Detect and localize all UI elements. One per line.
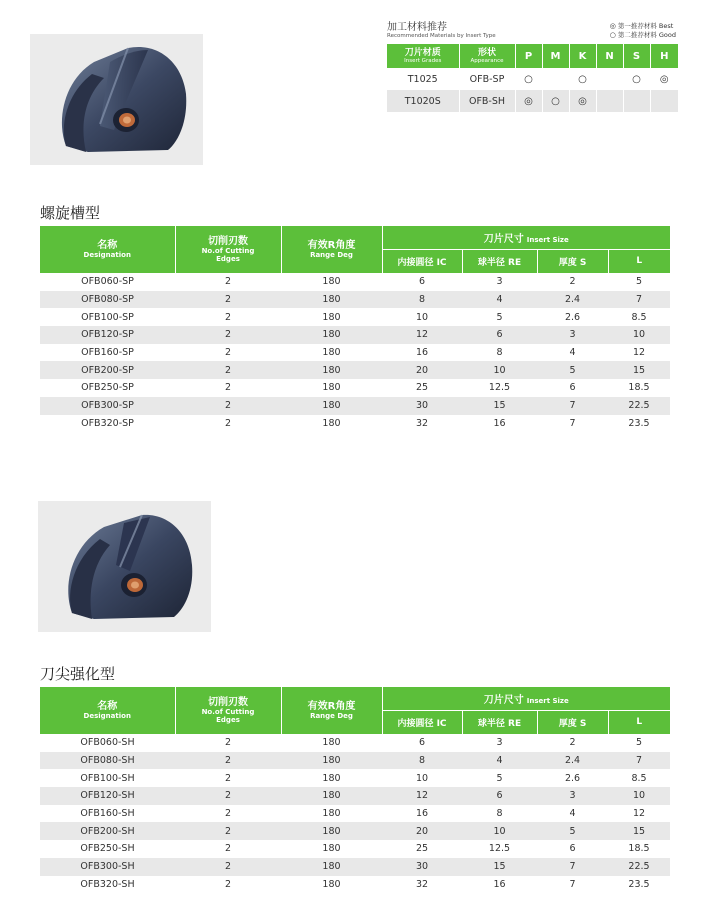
table-row — [40, 858, 670, 876]
table-cell: OFB200-SH — [40, 822, 175, 840]
table-cell: 22.5 — [608, 397, 670, 415]
table-row — [40, 361, 670, 379]
table-cell: 10 — [462, 361, 537, 379]
table-cell: 2 — [224, 878, 232, 890]
table-cell: 180 — [322, 417, 341, 429]
table-cell: 2 — [175, 858, 281, 876]
table-cell: 16 — [415, 347, 429, 359]
table-cell: OFB250-SP — [81, 382, 134, 394]
table-cell: OFB100-SH — [80, 772, 135, 784]
rec-title: 加工材料推荐 — [387, 22, 447, 33]
table-row — [40, 734, 670, 752]
table-cell: 20 — [382, 361, 462, 379]
table-cell: 15 — [462, 397, 537, 415]
table-cell: 12 — [382, 787, 462, 805]
table-cell: 4 — [569, 347, 576, 359]
table-cell: 8 — [496, 347, 503, 359]
table-cell: 2 — [569, 276, 576, 288]
table-cell: 4 — [462, 291, 537, 309]
table-cell: 6 — [462, 326, 537, 344]
table-row — [40, 308, 670, 326]
table-row — [40, 326, 670, 344]
header-l: L — [608, 710, 670, 734]
table-row — [40, 379, 670, 397]
table-cell: 180 — [322, 382, 341, 394]
table-cell: 6 — [569, 382, 576, 394]
table-cell: 2 — [224, 843, 232, 855]
header-s: 厚度 S — [537, 249, 608, 273]
table-cell: 7 — [569, 417, 576, 429]
table-cell: 180 — [322, 276, 341, 288]
rec-header-h: H — [650, 44, 678, 68]
table-cell: 2 — [224, 737, 232, 749]
table-cell: 7 — [537, 397, 608, 415]
rec-header-p: P — [515, 44, 542, 68]
table-cell: 15 — [462, 858, 537, 876]
table-cell: 8.5 — [631, 772, 647, 784]
rec-table — [387, 44, 678, 112]
header-range: 有效R角度 Range Deg — [281, 687, 382, 734]
table-cell: 3 — [496, 276, 503, 288]
table-cell: 10 — [608, 326, 670, 344]
header-ic: 内接圆径 IC — [382, 249, 462, 273]
header-row — [40, 687, 670, 710]
table-cell: 12 — [382, 326, 462, 344]
table-cell: 5 — [537, 822, 608, 840]
table-cell: 15 — [608, 361, 670, 379]
table-row — [40, 752, 670, 770]
rec-row: T1025 OFB-SP ○ ○ ○ ◎ — [387, 68, 678, 90]
table-cell: 2 — [175, 787, 281, 805]
rec-header-grade: 刀片材质 Insert Grades — [387, 44, 459, 68]
header-edges: 切削刃数 No.of Cutting Edges — [175, 687, 281, 734]
table-cell: 32 — [415, 417, 429, 429]
header-ic: 内接圆径 IC — [382, 710, 462, 734]
table-cell: OFB250-SH — [80, 843, 135, 855]
table-cell: 16 — [493, 878, 506, 890]
table-cell: 180 — [322, 772, 341, 784]
section-title-reinforced: 刀尖强化型 — [40, 665, 116, 683]
table-cell: 5 — [635, 276, 643, 288]
table-cell: 180 — [281, 326, 382, 344]
table-cell: 2.4 — [537, 752, 608, 770]
legend-best: ◎ 第一推荐材料 Best — [609, 22, 674, 30]
table-row — [40, 273, 670, 291]
table-cell: 8 — [382, 291, 462, 309]
table-cell: 6 — [418, 737, 426, 749]
table-cell: 5 — [537, 361, 608, 379]
table-cell: 25 — [415, 382, 429, 394]
table-cell: 180 — [281, 291, 382, 309]
insert-photo-sh — [38, 501, 211, 632]
table-cell: 2 — [224, 417, 232, 429]
table-cell: 32 — [415, 878, 429, 890]
table-cell: 2 — [175, 397, 281, 415]
table-cell: 22.5 — [608, 858, 670, 876]
table-row — [40, 876, 670, 894]
table-cell: OFB120-SH — [40, 787, 175, 805]
table-cell: 8.5 — [631, 311, 647, 323]
table-cell: 3 — [537, 787, 608, 805]
table-cell: 18.5 — [628, 843, 650, 855]
header-l: L — [608, 249, 670, 273]
table-cell: OFB060-SH — [80, 737, 135, 749]
header-designation: 名称 Designation — [40, 226, 175, 273]
table-cell: 2 — [175, 361, 281, 379]
table-cell: 2.4 — [537, 291, 608, 309]
table-cell: OFB100-SP — [81, 311, 134, 323]
section-title-spiral: 螺旋槽型 — [40, 204, 101, 222]
table-cell: 2 — [224, 347, 232, 359]
material-recommendation — [387, 22, 678, 112]
table-cell: 180 — [322, 843, 341, 855]
table-cell: 23.5 — [628, 417, 650, 429]
table-cell: OFB160-SP — [81, 347, 134, 359]
table-cell: OFB080-SH — [40, 752, 175, 770]
table-cell: 2.6 — [564, 311, 581, 323]
table-cell: 180 — [281, 752, 382, 770]
table-cell: 2 — [175, 291, 281, 309]
table-cell: 180 — [281, 822, 382, 840]
table-cell: 30 — [382, 858, 462, 876]
table-cell: 7 — [537, 858, 608, 876]
table-cell: 6 — [569, 843, 576, 855]
rec-legend — [610, 22, 676, 39]
table-cell: 2 — [224, 808, 232, 820]
table-cell: 4 — [569, 808, 576, 820]
table-cell: 2 — [569, 737, 576, 749]
table-cell: 2 — [175, 822, 281, 840]
table-cell: OFB300-SP — [40, 397, 175, 415]
table-cell: 12.5 — [488, 382, 511, 394]
insert-sp-image — [30, 34, 203, 165]
table-cell: 7 — [608, 291, 670, 309]
table-cell: 4 — [462, 752, 537, 770]
table-cell: 12.5 — [488, 843, 511, 855]
table-cell: 180 — [281, 787, 382, 805]
table-cell: OFB120-SP — [40, 326, 175, 344]
table-cell: 180 — [322, 737, 341, 749]
header-insert-size: 刀片尺寸 Insert Size — [382, 226, 670, 249]
table-row — [40, 415, 670, 433]
table-cell: 10 — [462, 822, 537, 840]
table-cell: 2.6 — [564, 772, 581, 784]
size-table-sh — [40, 687, 670, 893]
header-insert-size: 刀片尺寸 Insert Size — [382, 687, 670, 710]
header-s: 厚度 S — [537, 710, 608, 734]
best-symbol-icon: ◎ — [609, 22, 616, 30]
table-cell: 180 — [281, 361, 382, 379]
table-cell: OFB060-SP — [81, 276, 134, 288]
header-range: 有效R角度 Range Deg — [281, 226, 382, 273]
table-cell: 7 — [608, 752, 670, 770]
table-cell: 12 — [632, 808, 646, 820]
header-re: 球半径 RE — [462, 710, 537, 734]
table-cell: 3 — [537, 326, 608, 344]
header-row — [40, 226, 670, 249]
table-cell: OFB320-SP — [81, 417, 134, 429]
table-cell: 180 — [281, 858, 382, 876]
rec-row: T1020S OFB-SH ◎ ○ ◎ — [387, 90, 678, 112]
table-cell: 180 — [322, 878, 341, 890]
table-cell: 180 — [322, 808, 341, 820]
table-cell: 2 — [175, 326, 281, 344]
insert-sh-image — [38, 501, 211, 632]
header-designation: 名称 Designation — [40, 687, 175, 734]
table-cell: 23.5 — [628, 878, 650, 890]
table-row — [40, 840, 670, 858]
table-cell: 8 — [496, 808, 503, 820]
rec-header-appearance: 形状 Appearance — [459, 44, 515, 68]
rec-header-row — [387, 44, 678, 68]
table-cell: 180 — [322, 347, 341, 359]
rec-header-s: S — [623, 44, 650, 68]
table-cell: 8 — [382, 752, 462, 770]
table-cell: 2 — [224, 772, 232, 784]
table-cell: 10 — [608, 787, 670, 805]
legend-good: ○ 第二推荐材料 Good — [609, 30, 676, 39]
rec-header-k: K — [569, 44, 596, 68]
table-cell: 25 — [415, 843, 429, 855]
table-cell: OFB300-SH — [40, 858, 175, 876]
table-cell: 20 — [382, 822, 462, 840]
table-cell: OFB080-SP — [40, 291, 175, 309]
table-cell: 2 — [175, 752, 281, 770]
table-row — [40, 805, 670, 823]
table-cell: 10 — [415, 772, 429, 784]
good-symbol-icon: ○ — [609, 30, 616, 39]
table-cell: 5 — [496, 772, 503, 784]
table-row — [40, 397, 670, 415]
table-cell: 16 — [415, 808, 429, 820]
table-cell: 3 — [496, 737, 503, 749]
insert-photo-sp — [30, 34, 203, 165]
table-cell: 15 — [608, 822, 670, 840]
rec-header-m: M — [542, 44, 569, 68]
table-cell: 30 — [382, 397, 462, 415]
table-row — [40, 344, 670, 362]
table-cell: 18.5 — [628, 382, 650, 394]
table-cell: OFB200-SP — [40, 361, 175, 379]
size-table-sp — [40, 226, 670, 432]
table-cell: 10 — [415, 311, 429, 323]
rec-subtitle: Recommended Materials by Insert Type — [387, 33, 496, 39]
table-row — [40, 822, 670, 840]
table-cell: OFB320-SH — [80, 878, 135, 890]
table-cell: 180 — [322, 311, 341, 323]
table-cell: 6 — [462, 787, 537, 805]
rec-header-n: N — [596, 44, 623, 68]
header-edges: 切削刃数 No.of Cutting Edges — [175, 226, 281, 273]
table-cell: 2 — [224, 311, 232, 323]
table-row — [40, 769, 670, 787]
table-cell: 5 — [635, 737, 643, 749]
table-cell: 2 — [224, 276, 232, 288]
table-cell: 7 — [569, 878, 576, 890]
table-cell: 12 — [632, 347, 646, 359]
table-cell: 180 — [281, 397, 382, 415]
table-cell: 16 — [493, 417, 506, 429]
header-re: 球半径 RE — [462, 249, 537, 273]
table-cell: 2 — [224, 382, 232, 394]
table-cell: 6 — [418, 276, 426, 288]
table-row — [40, 787, 670, 805]
table-cell: OFB160-SH — [80, 808, 135, 820]
table-row — [40, 291, 670, 309]
table-cell: 5 — [496, 311, 503, 323]
